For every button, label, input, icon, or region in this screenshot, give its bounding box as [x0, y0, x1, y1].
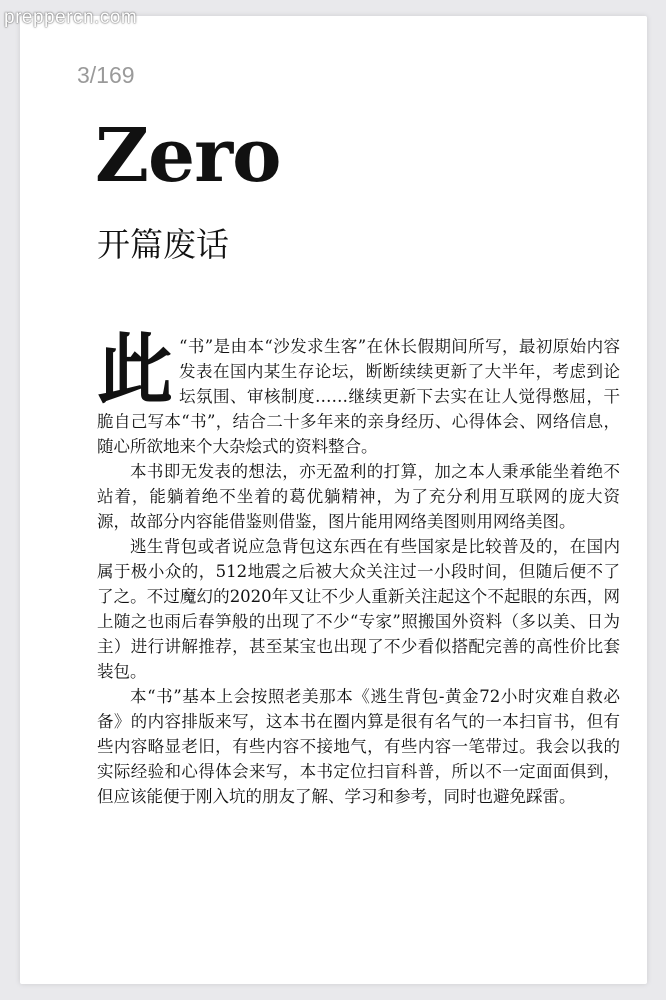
- chapter-title: Zero: [95, 113, 281, 199]
- chapter-subtitle: 开篇废话: [97, 225, 229, 264]
- paragraph-2: 本书即无发表的想法，亦无盈利的打算，加之本人秉承能坐着绝不站着，能躺着绝不坐着的葛优躺精神，为了充分利用互联网的庞大资源，故部分内容能借鉴则借鉴，图片能用网络美图则用网络美图。: [97, 462, 620, 531]
- paragraph-1: [97, 325, 620, 459]
- paragraph-4: 本“书”基本上会按照老美那本《逃生背包-黄金72小时灾难自救必备》的内容排版来写，这本书在圈内算是很有名气的一本扫盲书，但有些内容略显老旧，有些内容不接地气，有些内容一笔带过。我会以我的实际经验和心得体会来写，本书定位扫盲科普，所以不一定面面俱到，但应该能便于刚入坑的朋友了解、学习和参考，同时也避免踩雷。: [97, 687, 620, 806]
- paragraph-1-text: “书”是由本“沙发求生客”在休长假期间所写，最初原始内容发表在国内某生存论坛，断断续续更新了大半年，考虑到论坛氛围、审核制度……继续更新下去实在让人觉得憋屈，干脆自己写本“书”，结合二十多年来的亲身经历、心得体会、网络信息，随心所欲地来个大杂烩式的资料整合。: [97, 337, 620, 456]
- paragraph-3: 逃生背包或者说应急背包这东西在有些国家是比较普及的，在国内属于极小众的，512地震之后被大众关注过一小段时间，但随后便不了了之。不过魔幻的2020年又让不少人重新关注起这个不起眼的东西，网上随之也雨后春笋般的出现了不少“专家”照搬国外资料（多以美、日为主）进行讲解推荐，甚至某宝也出现了不少看似搭配完善的高性价比套装包。: [97, 537, 620, 681]
- book-page[interactable]: [20, 16, 647, 984]
- chapter-body: [97, 325, 620, 809]
- watermark: prepperсn.com: [4, 7, 138, 28]
- page-indicator: 3/169: [77, 62, 135, 88]
- drop-cap: 此: [97, 325, 173, 414]
